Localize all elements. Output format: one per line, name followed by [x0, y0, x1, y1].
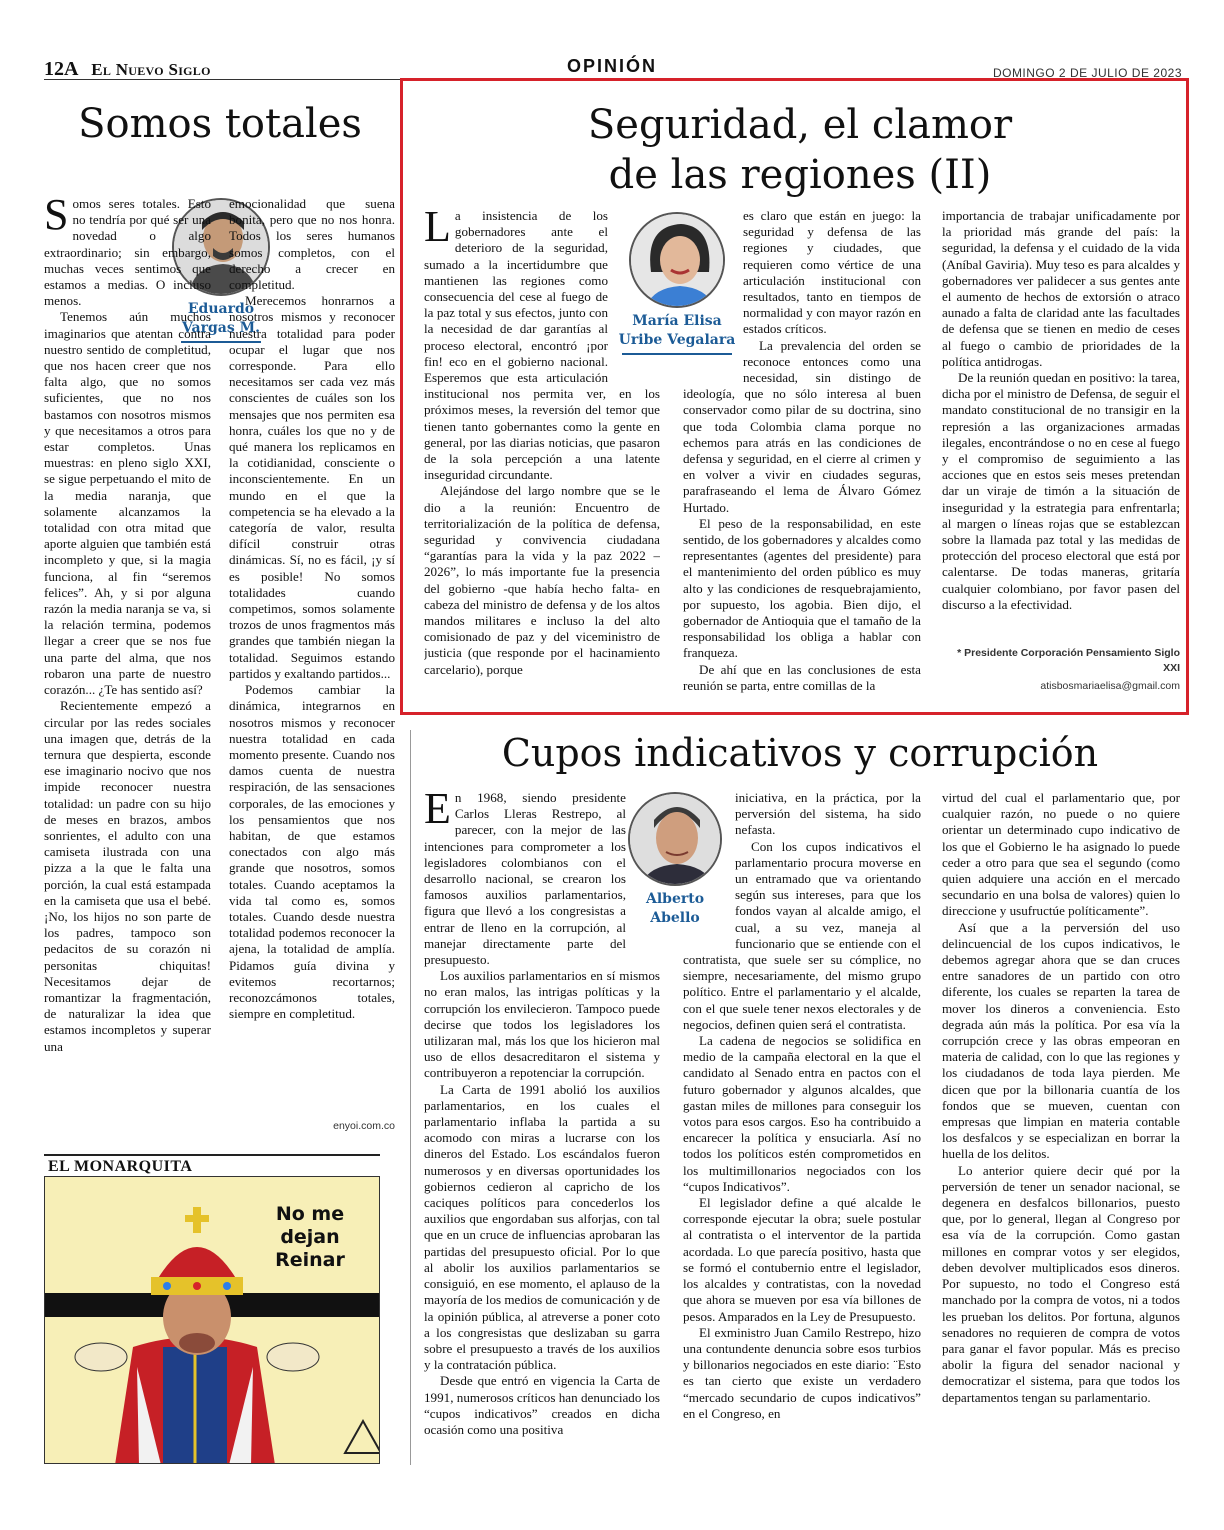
- cartoon-speech: [255, 1203, 365, 1272]
- dropcap: L: [424, 208, 451, 251]
- cartoon-section-title: EL MONARQUITA: [44, 1154, 380, 1179]
- article-bottom-title-text: Cupos indicativos y corrupción: [501, 731, 1099, 775]
- paragraph: Merecemos honrarnos a nosotros mismos y reconocer nuestra totalidad para poder ocupar el lugar que nos corresponde. Para ello necesitamos ser cada vez más conscientes de cuáles son los mensajes que nos permiten esa honra, cuáles los que no y de qué manera los replicamos en la cotidianidad, consciente o inconscientemente. En un mundo en el que la competencia se ha elevado a la categoría de valor, resulta difícil construir otras dinámicas. Sí, no es fácil, ¡y sí es posible! No somos totalidades cuando competimos, somos solamente trozos de unos fragmentos más grandes que también niegan la totalidad. Seguimos estando partidos y exaltando partidos...: [229, 293, 395, 681]
- paragraph: La Carta de 1991 abolió los auxilios parlamentarios, en los cuales el parlamentario inflaba la partida a su acomodo con miras a lucrarse con los dineros del Estado. Los escándalos fueron numerosos y en diversas oportunidades los gobiernos cedieron al capricho de los caciques políticos para concederlos los auxilios que engordaban sus alforjas, con tal que en un cruce de influencias aprobaran las partidas del presupuesto oficial. Por lo que al abolir los auxilios parlamentarios se consiguió, en ese momento, el aplauso de la mayoría de los medios de comunicación y de la opinión pública, al atreverse a poner coto a los congresistas que deslizaban su garra sobre el presupuesto a través de los auxilios y la contratación pública.: [424, 1081, 660, 1373]
- article-bottom-column-2: [683, 790, 921, 1470]
- page-number: 12A: [44, 58, 79, 80]
- article-bottom-title: [420, 730, 1180, 776]
- dropcap: S: [44, 196, 69, 239]
- paragraph: Desde que entró en vigencia la Carta de 1991, numerosos críticos han denunciado los “cupos indicativos” creados en dicha ocasión como una positiva: [424, 1373, 660, 1437]
- issue-date: DOMINGO 2 DE JULIO DE 2023: [992, 66, 1182, 80]
- paragraph: emocionalidad que suena bonita, pero que no nos honra. Todos los seres humanos somos completos, con el derecho a crecer en completitud.: [229, 196, 395, 293]
- article-left-title: [70, 98, 370, 150]
- paragraph: Lo anterior quiere decir qué por la perversión de tener un senador nacional, se degenera en desfalcos billonarios, puesto que, por lo general, llegan al Congreso por esa vía de la corrupción. Como gastan millones en comprar votos y ser elegidos, deben devolver multiplicados esos dineros. Por supuesto, no todo el Congreso está manchado por la compra de votos, ni a todos les prueban los delitos. Por fortuna, algunos senadores no requieren de compra de votos para ganar el favor popular. Más es preciso abolir la figura del senador nacional y democratizar el sistema, para que todos los departamentos tengan su parlamentario.: [942, 1162, 1180, 1405]
- author-name-line: María Elisa: [632, 313, 722, 329]
- article-bottom-column-1: [424, 790, 660, 1470]
- article-left-credit: enyoi.com.co: [333, 1120, 395, 1132]
- newspaper-name: El Nuevo Siglo: [91, 60, 211, 79]
- article-main-column-2: [683, 208, 921, 696]
- author-name: Eduardo Vargas M.: [181, 301, 260, 336]
- column-divider: [410, 730, 411, 1465]
- paragraph: De ahí que en las conclusiones de esta reunión se parta, entre comillas de la: [683, 661, 921, 693]
- photo-spacer: [608, 208, 660, 386]
- paragraph: El legislador define a qué alcalde le corresponde ejecutar la obra; suele postular al contratista o el interventor de la partida acordada. Lo que parecía positivo, hasta que se formó el contubernio entre el legislador, los alcaldes y contratistas, con la novedad que ahora se mueven por esa vía billones de pesos. Amparados en la Ley de Presupuesto.: [683, 1195, 921, 1324]
- paragraph: La cadena de negocios se solidifica en medio de la campaña electoral en la que el candidato al Senado entra en pactos con el futuro gobernador y algunos alcaldes, que gastan miles de millones para conseguir los votos para esos cargos. Eso ha contribuido a encarecer la política y ensuciarla. Así no todos los políticos estén comprometidos en los multimillonarios negociados con los “cupos Indicativos”.: [683, 1033, 921, 1194]
- paragraph: [44, 196, 211, 309]
- article-bottom-column-3: [942, 790, 1180, 1470]
- paragraph: Tenemos aún muchos imaginarios que atentan contra nuestro sentido de completitud, que nos hacen creer que nos falta algo, que no somos suficientes, que no nos bastamos con nosotros mismos y que necesitamos a otros para estar completos. Unas muestras: en pleno siglo XXI, se sigue perpetuando el mito de la media naranja, que solamente alcanzamos la totalidad con otra mitad que aporte alguien que también está incompleto y que, si la magia funciona, al fin “seremos felices”. Ah, y si por alguna razón la media naranja se va, si la relación termina, podemos llegar a creer que se nos fue una parte del alma, que nos robaron una parte de nuestro corazón... ¿Te has sentido así?: [44, 309, 211, 698]
- article-main-column-1: [424, 208, 660, 696]
- article-left-column-1: [44, 196, 211, 1136]
- paragraph: Así que a la perversión del uso delincuencial de los cupos indicativos, le debemos agregar ahora que se dan cruces entre sanadores de un partido con otro diferente, los cuales se reparten la tarea de mover los dineros a conveniencia. Esto degrada aún más la política. Por esa vía la corrupción crece y las obras empeoran en materia de calidad, con lo que las regiones y los ciudadanos de toda laya pierden. Me dicen que por la billonaria cuantía de los fondos que se mueven, cuentan con empresas que limpian en materia contable los desfalcos y se especializan en borrar la huella de los delitos.: [942, 919, 1180, 1162]
- paragraph: El exministro Juan Camilo Restrepo, hizo una contundente denuncia sobre esos turbios y billonarios negociados en este diario: ¨Esto es tan cierto que existe un verdadero “mercado secundario de cupos indicativos” en el Congreso, en: [683, 1324, 921, 1421]
- speech-line: dejan: [280, 1226, 340, 1248]
- paragraph: [424, 790, 660, 968]
- paragraph: virtud del cual el parlamentario que, por cualquier razón, no puede o no quiere orientar un determinado cupo indicativo de los que el Gobierno le ha asignado lo puede ceder a otro para que sea el segundo (como quien adquiere una acción en el mercado secundario en una bolsa de valores) quien lo direccione y usufructúe políticamente”.: [942, 790, 1180, 919]
- paragraph: Podemos cambiar la dinámica, integrarnos en nosotros mismos y reconocer nuestra totalidad en cada momento presente. Cuando nos damos cuenta de nuestra respiración, de las sensaciones corporales, de las emociones y los pensamientos que nos habitan, de que estamos conectados con algo más grande que nosotros, somos totales. Cuando aceptamos la vida tal como es, somos totales. Cuando desde nuestra totalidad podemos reconocer la ajena, la totalidad de amplía. Pidamos guía divina y evitemos recortarnos; reconozcámonos totales, siempre en completitud.: [229, 682, 395, 1022]
- article-main-title: [420, 100, 1180, 200]
- dropcap: E: [424, 790, 451, 833]
- article-main-column-3: [942, 208, 1180, 648]
- article-left-title-text: Somos totales: [78, 101, 362, 147]
- paragraph: Alejándose del largo nombre que se le dio a la reunión: Encuentro de territorialización de la política de defensa, seguridad y convivencia ciudadana “garantías para la vida y la paz 2022 – 2026”, lo más importante fue la presencia del gobierno -que había hecho falta- en cabeza del ministro de defensa y de los altos mandos militares e incluso la del alto comisionado de paz y del viceministro de justicia (que responde por el hacinamiento carcelario), porque: [424, 483, 660, 677]
- paragraph-text: n 1968, siendo presidente Carlos Lleras Restrepo, al parecer, con la mejor de las intenciones para comprometer a los legisladores colombianos con el desarrollo nacional, se crearon los famosos auxilios parlamentarios, figura que llevó a los congresistas a entrar de lleno en la corrupción, al manejar directamente parte del presupuesto.: [424, 790, 626, 968]
- paragraph: es claro que están en juego: la seguridad y defensa de las regiones y ciudades, que requieren como vértice de una articulación institucional con resultados, tanto en tiempos de normalidad y con mayor razón en estados críticos.: [743, 208, 921, 337]
- cartoon-panel: [44, 1176, 380, 1464]
- paragraph: importancia de trabajar unificadamente por la prioridad más grande del país: la seguridad, la defensa y el cuidado de la vida (Aníbal Gaviria). Muy teso es para alcaldes y gobernadores ver palidecer a sus gentes ante el aumento de hechos de extorsión o atraco aunado a falta de claridad ante las facultades de defensa que se tienen en medio de ceses al fuego o cambio de prioridades de la política antidrogas.: [942, 208, 1180, 369]
- paragraph-text: omos seres totales. Esto no tendría por qué ser una novedad o algo extraordinario; sin embargo, muchas veces sentimos que estamos a medias. O incluso menos.: [44, 196, 211, 309]
- paragraph: Los auxilios parlamentarios en sí mismos no eran malos, las intrigas políticas y la corrupción los envilecieron. Tampoco puede decirse que todos los legisladores los utilizaran mal, más los que los hicieron mal uso de ellos desacreditaron el sistema y contribuyeron a repotenciar la corrupción.: [424, 968, 660, 1081]
- speech-line: No me: [275, 1203, 345, 1225]
- paragraph: iniciativa, en la práctica, por la perversión del sistema, ha sido nefasta.: [735, 790, 921, 838]
- paragraph: Con los cupos indicativos el parlamentario procura moverse en un entramado que va orientando según sus intereses, para que los fondos vayan al alcalde amigo, el cual, a su vez, maneja al funcionario que se entiende con el contratista, que suele ser su cómplice, no siempre, necesariamente, del mismo grupo político. Entre el parlamentario y el alcalde, con el que suele tener nexos electorales y de negocios, definen quien será el contratista.: [683, 838, 921, 1032]
- photo-spacer: [683, 790, 735, 940]
- author-name-line: Abello: [650, 910, 700, 926]
- paragraph: De la reunión quedan en positivo: la tarea, dicha por el ministro de Defensa, de seguir el mandato constitucional de no transigir en la represión a las organizaciones armadas ilegales, encontrándose o no en cese al fuego y el compromiso de seguimiento a las acciones que en estos seis meses pretendan dar un viraje de timón a la situación de inseguridad y la estrategia para enfrentarla; al margen o líneas rojas que se establezcan sobre la llamada paz total y las medidas de protección del proceso electoral que está por calentarse. De todas maneras, gritaría cualquier colombiano, por favor pasen del discurso a la efectividad.: [942, 370, 1180, 612]
- speech-line: Reinar: [275, 1249, 345, 1271]
- paragraph-text: a insistencia de los gobernadores ante el deterioro de la seguridad, sumado a la incertidumbre que mantienen las regiones como consecuencia del cese al fuego de la paz total y sus efectos, junto con la necesidad de dar garantías al proceso electoral, encontró ¡por fin! eco en el gobierno nacional. Esperemos que esta articulación institucional nos permita ver, en los próximos meses, la reversión del temor que tienen tanto gobernantes como la gente en general, por las diarias noticias, que pasaron de la sola percepción a una latente inseguridad circundante.: [424, 208, 660, 483]
- photo-spacer: [626, 790, 660, 950]
- photo-spacer: [683, 208, 743, 386]
- article-main-email: atisbosmariaelisa@gmail.com: [1040, 680, 1180, 692]
- paragraph: El peso de la responsabilidad, en este sentido, de los gobernadores y alcaldes como representantes (agentes del presidente) para el mantenimiento del orden público es muy alto y las condiciones de resquebrajamiento, por supuesto, los agobia. Bien dijo, el gobernador de Antioquia que el tamaño de la responsabilidad los obliga a hablar con franqueza.: [683, 515, 921, 661]
- paragraph: La prevalencia del orden se reconoce entonces como una necesidad, sin distingo de ideología, que no sólo interesa al buen conservador como pilar de su doctrina, sino que toda Colombia clama porque no echemos para atrás en las condiciones de defensa y seguridad, en el cierre al crimen y en volver a vivir en ciudades seguras, parafraseando el lema de Álvaro Gómez Hurtado.: [683, 337, 921, 515]
- author-name-line: Uribe Vegalara: [618, 332, 736, 348]
- section-title: OPINIÓN: [566, 56, 657, 76]
- article-left-column-2: [229, 196, 395, 1116]
- paragraph: Recientemente empezó a circular por las redes sociales una imagen que, detrás de la ternura que despierta, esconde ese imaginario nocivo que nos impide reconocer nuestra totalidad: un padre con su hijo de meses en brazos, ambos sonrientes, el adulto con una camiseta ilustrada con una pizza a la que le falta una porción, la cual está estampada en la camiseta que usa el bebé. ¡No, los hijos no son parte de los padres, tampoco son pedacitos de su corazón ni personitas chiquitas! Necesitamos dejar de romantizar la fragmentación, de naturalizar la idea que estamos incompletos y superar una: [44, 698, 211, 1054]
- article-main-footnote: * Presidente Corporación Pensamiento Siglo XXI: [957, 647, 1180, 674]
- article-main-title-line: Seguridad, el clamor: [587, 102, 1013, 148]
- article-main-title-line: de las regiones (II): [608, 152, 992, 198]
- author-name-line: Alberto: [645, 891, 705, 907]
